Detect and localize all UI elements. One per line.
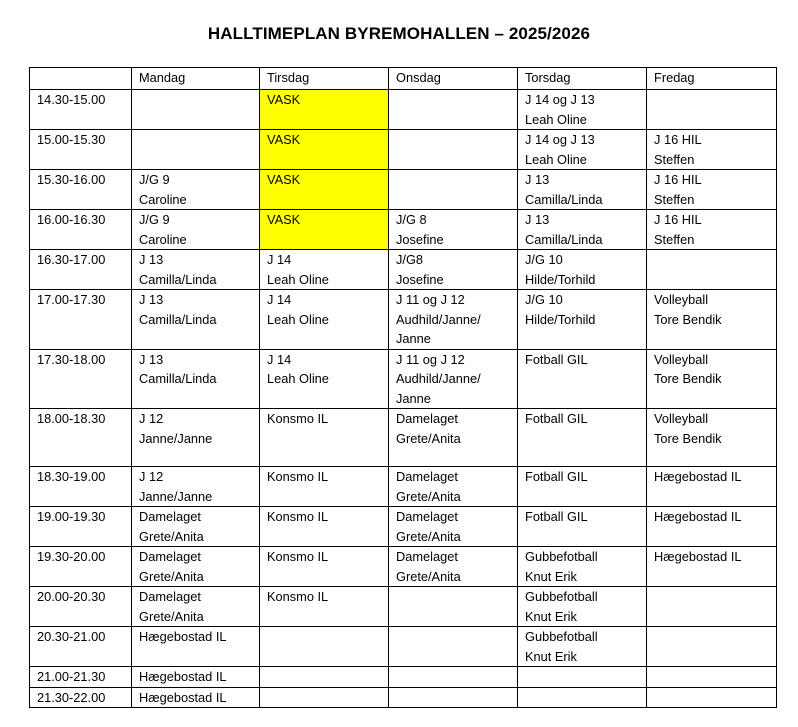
cell-text: Janne [396, 331, 431, 346]
time-slot: 15.00-15.30 [30, 130, 132, 170]
schedule-cell-onsdag [389, 507, 518, 547]
cell-text: Hægebostad IL [139, 629, 227, 644]
schedule-cell-fredag [647, 467, 777, 507]
schedule-cell-tirsdag [260, 290, 389, 350]
cell-text: Tore Bendik [654, 430, 722, 446]
schedule-cell-tirsdag [260, 507, 389, 547]
cell-text: Konsmo IL [267, 589, 329, 604]
cell-text: Damelaget [396, 549, 458, 564]
cell-text: Caroline [139, 191, 187, 207]
table-row [30, 90, 777, 130]
table-body [30, 90, 777, 708]
cell-text: J 13 [139, 252, 164, 267]
schedule-cell-torsdag [518, 687, 647, 708]
cell-text: Leah Oline [525, 111, 587, 127]
table-row [30, 170, 777, 210]
schedule-cell-onsdag [389, 290, 518, 350]
cell-text: Camilla/Linda [139, 271, 217, 287]
schedule-cell-torsdag [518, 210, 647, 250]
cell-text: Hægebostad IL [139, 669, 227, 684]
schedule-cell-tirsdag [260, 170, 389, 210]
schedule-cell-fredag [647, 547, 777, 587]
cell-text: J 14 [267, 351, 292, 367]
cell-text: Tore Bendik [654, 311, 722, 327]
schedule-cell-tirsdag [260, 627, 389, 667]
cell-text: Damelaget [396, 411, 458, 426]
cell-text: Hægebostad IL [139, 689, 227, 705]
cell-text: Konsmo IL [267, 411, 329, 426]
schedule-cell-torsdag [518, 507, 647, 547]
cell-text: Konsmo IL [267, 509, 329, 524]
schedule-cell-onsdag [389, 130, 518, 170]
cell-text: Audhild/Janne/ [396, 311, 481, 327]
cell-text: Damelaget [139, 589, 201, 604]
cell-text: Leah Oline [267, 271, 329, 287]
cell-text: Grete/Anita [396, 488, 461, 504]
cell-text: J/G 8 [396, 212, 427, 227]
schedule-cell-fredag [647, 170, 777, 210]
schedule-cell-mandag [132, 90, 260, 130]
table-row [30, 349, 777, 409]
schedule-cell-torsdag [518, 170, 647, 210]
time-slot: 15.30-16.00 [30, 170, 132, 210]
cell-text: Josefine [396, 231, 444, 247]
time-slot: 16.30-17.00 [30, 250, 132, 290]
column-header-mandag: Mandag [132, 68, 260, 90]
time-slot: 19.30-20.00 [30, 547, 132, 587]
schedule-cell-onsdag [389, 90, 518, 130]
table-row [30, 467, 777, 507]
time-slot: 18.00-18.30 [30, 409, 132, 467]
cell-text: Camilla/Linda [139, 371, 217, 386]
cell-text: VASK [267, 132, 301, 147]
time-slot: 19.00-19.30 [30, 507, 132, 547]
cell-text: Grete/Anita [139, 608, 204, 624]
table-row [30, 409, 777, 467]
cell-text: J/G 10 [525, 252, 563, 267]
cell-text: Damelaget [139, 549, 201, 564]
schedule-cell-mandag [132, 467, 260, 507]
cell-text: J 11 og J 12 [396, 292, 465, 307]
schedule-cell-tirsdag [260, 90, 389, 130]
schedule-cell-onsdag [389, 250, 518, 290]
column-header-tirsdag: Tirsdag [260, 68, 389, 90]
schedule-cell-mandag [132, 587, 260, 627]
table-row [30, 507, 777, 547]
schedule-cell-onsdag [389, 627, 518, 667]
cell-text: Volleyball [654, 292, 709, 307]
cell-text: Steffen [654, 191, 695, 207]
schedule-cell-mandag [132, 170, 260, 210]
schedule-cell-mandag [132, 667, 260, 688]
cell-text: Audhild/Janne/ [396, 371, 481, 386]
schedule-table [29, 67, 777, 708]
cell-text: Fotball GIL [525, 469, 588, 484]
table-row [30, 667, 777, 688]
cell-text: Konsmo IL [267, 469, 329, 484]
cell-text: J 11 og J 12 [396, 351, 465, 367]
schedule-cell-mandag [132, 507, 260, 547]
cell-text: Hilde/Torhild [525, 271, 596, 287]
cell-text: Camilla/Linda [139, 311, 217, 327]
schedule-cell-mandag [132, 290, 260, 350]
schedule-cell-torsdag [518, 349, 647, 409]
cell-text: Volleyball [654, 351, 709, 367]
schedule-cell-torsdag [518, 290, 647, 350]
schedule-cell-torsdag [518, 547, 647, 587]
time-slot: 21.30-22.00 [30, 687, 132, 708]
cell-text: Konsmo IL [267, 549, 329, 564]
schedule-cell-fredag [647, 349, 777, 409]
schedule-cell-fredag [647, 409, 777, 467]
schedule-cell-mandag [132, 409, 260, 467]
schedule-cell-onsdag [389, 687, 518, 708]
schedule-cell-fredag [647, 507, 777, 547]
schedule-cell-fredag [647, 130, 777, 170]
cell-text: J 13 [525, 172, 550, 187]
table-row [30, 687, 777, 708]
cell-text: Gubbefotball [525, 549, 598, 564]
cell-text: Grete/Anita [396, 568, 461, 584]
table-row [30, 547, 777, 587]
cell-text: J 14 [267, 292, 292, 307]
schedule-cell-tirsdag [260, 210, 389, 250]
schedule-cell-torsdag [518, 250, 647, 290]
cell-text: VASK [267, 92, 301, 107]
cell-text: Damelaget [139, 509, 201, 524]
schedule-cell-fredag [647, 90, 777, 130]
cell-text: Steffen [654, 151, 695, 167]
schedule-cell-fredag [647, 687, 777, 708]
schedule-cell-mandag [132, 130, 260, 170]
schedule-cell-fredag [647, 290, 777, 350]
time-slot: 18.30-19.00 [30, 467, 132, 507]
cell-text: Janne [396, 390, 431, 406]
schedule-cell-tirsdag [260, 667, 389, 688]
cell-text: J 13 [525, 212, 550, 227]
schedule-cell-mandag [132, 547, 260, 587]
schedule-cell-fredag [647, 627, 777, 667]
cell-text: Fotball GIL [525, 411, 588, 426]
cell-text: J/G 10 [525, 292, 563, 307]
cell-text: Steffen [654, 231, 695, 247]
cell-text: Grete/Anita [139, 568, 204, 584]
schedule-cell-tirsdag [260, 467, 389, 507]
schedule-cell-mandag [132, 687, 260, 708]
schedule-cell-torsdag [518, 90, 647, 130]
cell-text: J 16 HIL [654, 212, 702, 227]
cell-text: VASK [267, 172, 301, 187]
column-header-torsdag: Torsdag [518, 68, 647, 90]
schedule-cell-torsdag [518, 587, 647, 627]
time-slot: 20.30-21.00 [30, 627, 132, 667]
cell-text: Gubbefotball [525, 589, 598, 604]
cell-text: Fotball GIL [525, 509, 588, 524]
time-slot: 21.00-21.30 [30, 667, 132, 688]
cell-text: Knut Erik [525, 648, 577, 664]
table-header [30, 68, 777, 90]
cell-text: Grete/Anita [139, 528, 204, 544]
schedule-cell-tirsdag [260, 687, 389, 708]
column-header-fredag: Fredag [647, 68, 777, 90]
cell-text: J 14 og J 13 [525, 132, 595, 147]
cell-text: Hilde/Torhild [525, 311, 596, 327]
cell-text: J 12 [139, 469, 164, 484]
cell-text: J/G 9 [139, 212, 170, 227]
schedule-cell-onsdag [389, 170, 518, 210]
cell-text: Grete/Anita [396, 430, 461, 446]
table-row [30, 130, 777, 170]
cell-text: Knut Erik [525, 608, 577, 624]
cell-text: J 13 [139, 351, 164, 367]
schedule-cell-onsdag [389, 349, 518, 409]
schedule-cell-onsdag [389, 667, 518, 688]
cell-text: Hægebostad IL [654, 549, 742, 564]
cell-text: Janne/Janne [139, 430, 213, 446]
schedule-cell-tirsdag [260, 349, 389, 409]
schedule-cell-onsdag [389, 587, 518, 627]
cell-text: J/G8 [396, 252, 424, 267]
table-row [30, 250, 777, 290]
time-slot: 16.00-16.30 [30, 210, 132, 250]
schedule-cell-mandag [132, 627, 260, 667]
cell-text: Damelaget [396, 469, 458, 484]
table-row [30, 587, 777, 627]
cell-text: Gubbefotball [525, 629, 598, 644]
schedule-cell-onsdag [389, 210, 518, 250]
schedule-cell-torsdag [518, 409, 647, 467]
schedule-cell-tirsdag [260, 409, 389, 467]
schedule-cell-torsdag [518, 627, 647, 667]
cell-text: Josefine [396, 271, 444, 287]
schedule-cell-fredag [647, 667, 777, 688]
table-row [30, 210, 777, 250]
schedule-cell-tirsdag [260, 130, 389, 170]
schedule-cell-tirsdag [260, 587, 389, 627]
cell-text: Leah Oline [267, 371, 329, 386]
cell-text: J/G 9 [139, 172, 170, 187]
time-slot: 20.00-20.30 [30, 587, 132, 627]
schedule-cell-fredag [647, 587, 777, 627]
time-slot: 14.30-15.00 [30, 90, 132, 130]
column-header-time [30, 68, 132, 90]
cell-text: Leah Oline [267, 311, 329, 327]
schedule-cell-torsdag [518, 467, 647, 507]
schedule-cell-fredag [647, 210, 777, 250]
cell-text: Tore Bendik [654, 371, 722, 386]
schedule-cell-fredag [647, 250, 777, 290]
cell-text: J 16 HIL [654, 172, 702, 187]
schedule-cell-torsdag [518, 130, 647, 170]
cell-text: Caroline [139, 231, 187, 247]
cell-text: Damelaget [396, 509, 458, 524]
cell-text: Janne/Janne [139, 488, 213, 504]
cell-text: Grete/Anita [396, 528, 461, 544]
table-row [30, 290, 777, 350]
schedule-cell-onsdag [389, 409, 518, 467]
schedule-cell-mandag [132, 349, 260, 409]
cell-text: J 16 HIL [654, 132, 702, 147]
cell-text: VASK [267, 212, 301, 227]
cell-text: Hægebostad IL [654, 469, 742, 484]
schedule-cell-onsdag [389, 467, 518, 507]
cell-text: J 12 [139, 411, 164, 426]
page-title: HALLTIMEPLAN BYREMOHALLEN – 2025/2026 [207, 24, 591, 43]
cell-text: Hægebostad IL [654, 509, 742, 524]
cell-text: Volleyball [654, 411, 709, 426]
schedule-cell-torsdag [518, 667, 647, 688]
cell-text: Fotball GIL [525, 351, 588, 367]
cell-text: J 14 [267, 252, 292, 267]
schedule-cell-mandag [132, 250, 260, 290]
table-row [30, 627, 777, 667]
cell-text: Leah Oline [525, 151, 587, 167]
column-header-onsdag: Onsdag [389, 68, 518, 90]
schedule-cell-tirsdag [260, 250, 389, 290]
schedule-cell-tirsdag [260, 547, 389, 587]
cell-text: J 14 og J 13 [525, 92, 595, 107]
header-row [30, 68, 777, 90]
time-slot: 17.00-17.30 [30, 290, 132, 350]
cell-text: Knut Erik [525, 568, 577, 584]
time-slot: 17.30-18.00 [30, 349, 132, 409]
schedule-cell-mandag [132, 210, 260, 250]
cell-text: J 13 [139, 292, 164, 307]
schedule-cell-onsdag [389, 547, 518, 587]
cell-text: Camilla/Linda [525, 191, 603, 207]
cell-text: Camilla/Linda [525, 231, 603, 247]
